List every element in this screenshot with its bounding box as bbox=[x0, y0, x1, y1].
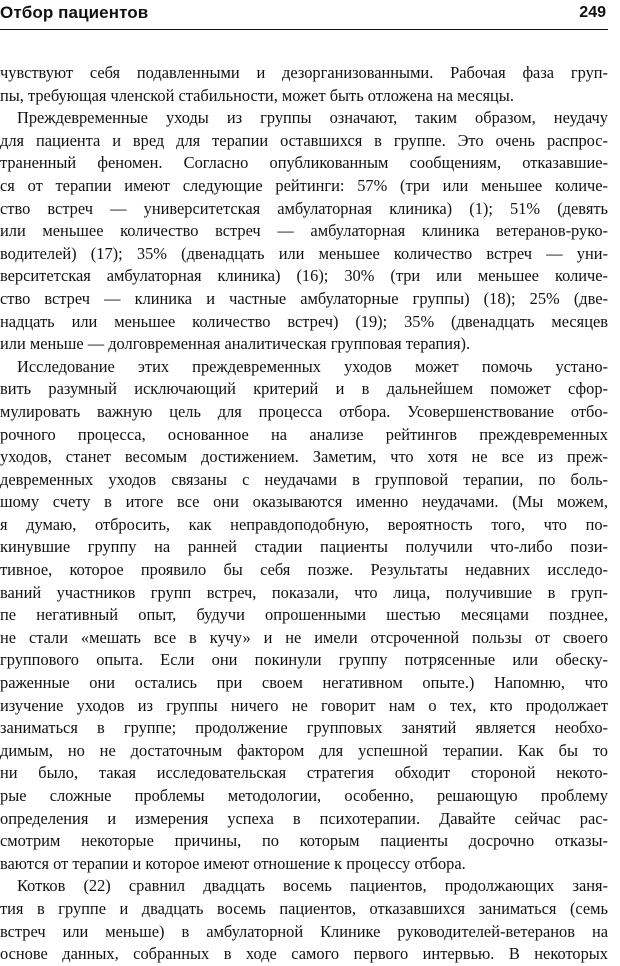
text-line: встреч или меньше) в амбулаторной Клинике руководителей-ветеранов на bbox=[0, 921, 608, 941]
text-line: уходов, станет весомым достижением. Заметим, что хотя не все из преж- bbox=[0, 447, 608, 467]
text-line: димым, но не достаточным фактором для успешной терапии. Как бы то bbox=[0, 740, 608, 760]
text-line: Преждевременные уходы из группы означают, таким образом, неудачу bbox=[17, 108, 608, 128]
text-line: основе данных, собранных в ходе самого первого интервью. В некоторых bbox=[0, 944, 608, 964]
text-line: верситетская амбулаторная клиника) (16); 30% (три или меньшее количе- bbox=[0, 266, 608, 286]
text-line: траненный феномен. Согласно опубликованным сообщениям, отказавшие- bbox=[0, 153, 608, 173]
text-line: рые сложные проблемы методологии, особенно, решающую проблему bbox=[0, 786, 608, 805]
text-line: мулировать важную цель для процесса отбора. Усовершенствование отбо- bbox=[0, 401, 608, 421]
text-line: не стали «мешать все в кучу» и не имели отсроченной пользы от своего bbox=[0, 627, 608, 647]
text-line: ство встреч — клиника и частные амбулаторные группы) (18); 25% (две- bbox=[0, 288, 608, 308]
text-line: ваются от терапии и которое имеют отношение к процессу отбора. bbox=[0, 853, 466, 873]
text-line: пе негативный опыт, будучи опрошенными шестью месяцами позднее, bbox=[0, 605, 608, 625]
text-line: шому счету в итоге все они оказываются именно неудачами. (Мы можем, bbox=[0, 492, 608, 512]
text-line: надцать или меньшее количество встреч) (19); 35% (двенадцать месяцев bbox=[0, 311, 608, 331]
text-line: смотрим некоторые причины, по которым пациенты досрочно отказы- bbox=[0, 831, 608, 851]
text-line: группового опыта. Если они покинули группу потрясенные или обеску- bbox=[0, 650, 608, 670]
text-line: рочного процесса, основанное на анализе рейтингов преждевременных bbox=[0, 424, 608, 444]
text-line: я думаю, отбросить, как неправдоподобную, вероятность того, что по- bbox=[0, 514, 608, 534]
body-text bbox=[0, 62, 608, 966]
text-line: чувствуют себя подавленными и дезорганизованными. Рабочая фаза груп- bbox=[0, 63, 608, 82]
text-line: ваний участников групп встреч, показали, что лица, получившие в груп- bbox=[0, 582, 608, 602]
text-line: или меньше — долговременная аналитическая групповая терапия). bbox=[0, 334, 471, 354]
text-line: девременных уходов связаны с неудачами в групповой терапии, по боль- bbox=[0, 469, 608, 489]
text-line: для пациента и вред для терапии оставшихся в группе. Это очень распрос- bbox=[0, 130, 608, 150]
text-line: тия в группе и двадцать восемь пациентов, отказавшихся заниматься (семь bbox=[0, 898, 608, 918]
text-line: пы, требующая членской стабильности, может быть отложена на месяцы. bbox=[0, 85, 514, 105]
text-line: кинувшие группу на ранней стадии пациенты получили что-либо пози- bbox=[0, 537, 608, 557]
page-number: 249 bbox=[579, 4, 606, 21]
text-line: Исследование этих преждевременных уходов может помочь устано- bbox=[17, 356, 608, 376]
text-line: заниматься в группе; продолжение групповых занятий является необхо- bbox=[0, 718, 608, 738]
text-line: раженные они остались при своем негативном опыте.) Напомню, что bbox=[0, 673, 608, 693]
running-title: Отбор пациентов bbox=[0, 3, 149, 22]
text-line: тивное, которое проявило бы себя позже. Результаты недавних исследо- bbox=[0, 560, 608, 580]
text-line: вить разумный исключающий критерий и в дальнейшем поможет сфор- bbox=[0, 379, 608, 399]
text-line: ство встреч — университетская амбулаторная клиника) (1); 51% (девять bbox=[0, 198, 608, 218]
text-line: или меньшее количество встреч — амбулаторная клиника ветеранов-руко- bbox=[0, 221, 608, 241]
text-line: определения и измерения успеха в психотерапии. Давайте сейчас рас- bbox=[0, 808, 608, 828]
text-line: ся от терапии имеют следующие рейтинги: 57% (три или меньшее количе- bbox=[0, 175, 608, 195]
text-line: изучение уходов из группы ничего не говорит нам о тех, кто продолжает bbox=[0, 695, 608, 715]
text-line: ни было, такая исследовательская стратегия обходит стороной некото- bbox=[0, 763, 608, 783]
text-line: Котков (22) сравнил двадцать восемь пациентов, продолжающих заня- bbox=[17, 876, 608, 896]
running-head bbox=[0, 3, 608, 30]
text-line: водителей) (17); 35% (двенадцать или меньшее количество встреч — уни- bbox=[0, 243, 608, 263]
